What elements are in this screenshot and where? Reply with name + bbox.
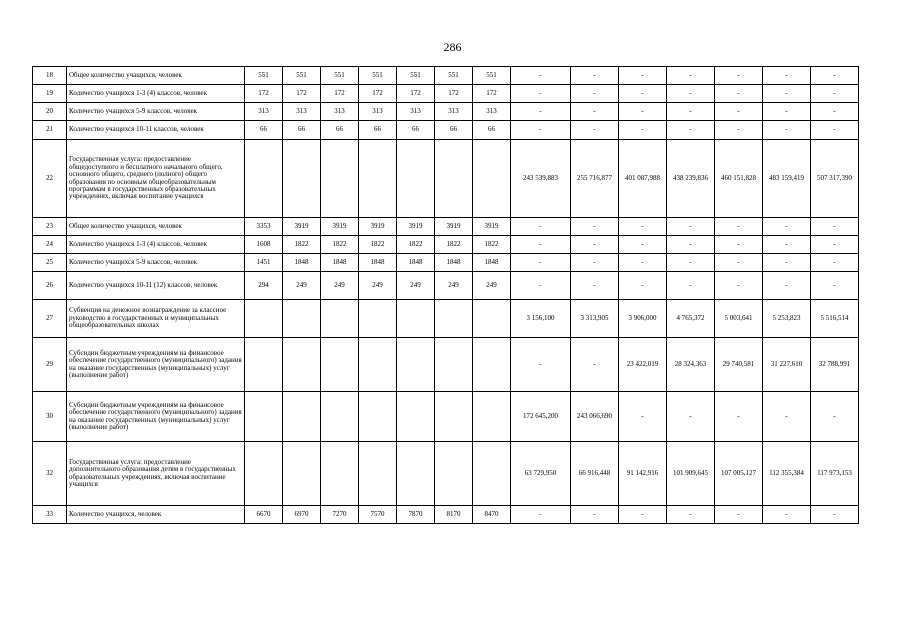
row-number: 26	[33, 272, 67, 300]
indicator-value: 249	[397, 272, 435, 300]
indicator-value: 1822	[435, 236, 473, 254]
funding-value: -	[571, 67, 619, 85]
indicator-value: 3919	[397, 218, 435, 236]
table-row	[33, 338, 859, 392]
indicator-value: 66	[283, 121, 321, 140]
indicator-value: 551	[321, 67, 359, 85]
table-row	[33, 140, 859, 218]
indicator-value: 172	[397, 85, 435, 103]
indicator-value	[397, 300, 435, 338]
indicator-value: 3353	[245, 218, 283, 236]
table-row	[33, 506, 859, 524]
indicator-value	[397, 442, 435, 506]
table-row	[33, 103, 859, 121]
funding-value: -	[763, 254, 811, 272]
indicator-value: 172	[359, 85, 397, 103]
indicator-value: 1848	[321, 254, 359, 272]
funding-value: -	[763, 67, 811, 85]
row-number: 27	[33, 300, 67, 338]
funding-value: -	[667, 218, 715, 236]
indicator-value	[321, 338, 359, 392]
indicator-value: 1848	[283, 254, 321, 272]
indicator-value: 1822	[473, 236, 511, 254]
funding-value: 112 355,384	[763, 442, 811, 506]
indicator-value	[283, 300, 321, 338]
funding-value: -	[667, 236, 715, 254]
funding-value: -	[811, 218, 859, 236]
funding-value: -	[715, 272, 763, 300]
indicator-value: 172	[283, 85, 321, 103]
row-description: Количество учащихся 10-11 (12) классов, человек	[67, 272, 245, 300]
indicator-value: 313	[435, 103, 473, 121]
table-row	[33, 85, 859, 103]
funding-value: -	[667, 272, 715, 300]
indicator-value: 249	[473, 272, 511, 300]
funding-value: -	[715, 67, 763, 85]
funding-value: -	[763, 392, 811, 442]
funding-value: 32 788,991	[811, 338, 859, 392]
funding-value: -	[715, 254, 763, 272]
funding-value: -	[619, 218, 667, 236]
funding-value: -	[619, 85, 667, 103]
funding-value: 3 906,000	[619, 300, 667, 338]
indicator-value: 1822	[321, 236, 359, 254]
indicator-value	[321, 140, 359, 218]
funding-value: 31 227,610	[763, 338, 811, 392]
funding-value: -	[667, 392, 715, 442]
indicator-value: 313	[283, 103, 321, 121]
row-description: Субсидии бюджетным учреждениям на финансовое обеспечение государственного (муниципального) задания на оказание государственных (муниципальных) услуг (выполнение работ)	[67, 338, 245, 392]
indicator-value: 551	[435, 67, 473, 85]
funding-value: -	[667, 85, 715, 103]
funding-value: -	[763, 121, 811, 140]
indicator-value	[397, 338, 435, 392]
indicator-value: 249	[359, 272, 397, 300]
indicator-value: 6670	[245, 506, 283, 524]
indicator-value	[245, 442, 283, 506]
indicator-value	[245, 140, 283, 218]
table-row	[33, 392, 859, 442]
indicator-value: 66	[397, 121, 435, 140]
funding-value: 483 159,419	[763, 140, 811, 218]
indicator-value	[283, 442, 321, 506]
funding-value: -	[763, 85, 811, 103]
row-description: Количество учащихся 1-3 (4) классов, человек	[67, 85, 245, 103]
indicator-value: 313	[397, 103, 435, 121]
indicator-value: 66	[473, 121, 511, 140]
funding-value: -	[811, 272, 859, 300]
indicator-value: 3919	[435, 218, 473, 236]
indicator-value	[435, 140, 473, 218]
indicator-value	[283, 140, 321, 218]
row-number: 23	[33, 218, 67, 236]
funding-value: -	[511, 254, 571, 272]
funding-value: -	[511, 338, 571, 392]
funding-value: -	[667, 506, 715, 524]
indicator-value: 249	[435, 272, 473, 300]
funding-value: -	[571, 103, 619, 121]
funding-value: -	[619, 392, 667, 442]
indicator-value	[473, 442, 511, 506]
funding-value: 5 253,823	[763, 300, 811, 338]
indicator-value	[321, 300, 359, 338]
funding-value: -	[619, 272, 667, 300]
table-row	[33, 67, 859, 85]
funding-value: -	[715, 236, 763, 254]
funding-value: -	[619, 506, 667, 524]
funding-value: -	[511, 85, 571, 103]
funding-value: -	[763, 236, 811, 254]
funding-value: 243 539,883	[511, 140, 571, 218]
funding-value: 28 324,363	[667, 338, 715, 392]
indicator-value: 172	[473, 85, 511, 103]
table-body	[33, 67, 859, 524]
funding-value: 63 729,950	[511, 442, 571, 506]
funding-value: -	[571, 506, 619, 524]
indicator-value	[359, 392, 397, 442]
funding-value: 507 317,390	[811, 140, 859, 218]
funding-value: -	[511, 67, 571, 85]
row-description: Общее количество учащихся, человек	[67, 218, 245, 236]
indicator-value	[473, 392, 511, 442]
funding-value: -	[511, 272, 571, 300]
funding-value: -	[763, 506, 811, 524]
row-number: 24	[33, 236, 67, 254]
funding-value: 3 313,905	[571, 300, 619, 338]
row-description: Количество учащихся 10-11 классов, человек	[67, 121, 245, 140]
indicator-value	[435, 338, 473, 392]
row-description: Государственная услуга: предоставление дополнительного образования детям в государственных образовательных учреждениях, включая воспитание учащихся	[67, 442, 245, 506]
indicator-value	[397, 392, 435, 442]
indicator-value: 1451	[245, 254, 283, 272]
indicator-value: 551	[397, 67, 435, 85]
indicator-value	[435, 392, 473, 442]
indicator-value: 1848	[473, 254, 511, 272]
indicator-value	[359, 442, 397, 506]
funding-value: -	[715, 103, 763, 121]
indicator-value: 3919	[321, 218, 359, 236]
funding-value: -	[511, 218, 571, 236]
funding-value: 243 066,690	[571, 392, 619, 442]
funding-value: -	[763, 272, 811, 300]
indicator-value: 249	[283, 272, 321, 300]
indicator-value: 1822	[359, 236, 397, 254]
row-number: 21	[33, 121, 67, 140]
indicator-value: 1848	[435, 254, 473, 272]
indicator-value: 3919	[359, 218, 397, 236]
budget-table	[32, 66, 859, 524]
row-description: Количество учащихся 5-9 классов, человек	[67, 103, 245, 121]
funding-value: 172 645,200	[511, 392, 571, 442]
indicator-value: 172	[321, 85, 359, 103]
indicator-value	[359, 300, 397, 338]
indicator-value	[245, 392, 283, 442]
funding-value: -	[715, 392, 763, 442]
row-number: 18	[33, 67, 67, 85]
indicator-value	[359, 338, 397, 392]
table-row	[33, 272, 859, 300]
indicator-value	[397, 140, 435, 218]
funding-value: -	[811, 103, 859, 121]
row-description: Субвенция на денежное вознаграждение за классное руководство в государственных и муниципальных общеобразовательных школах	[67, 300, 245, 338]
indicator-value: 313	[359, 103, 397, 121]
funding-value: -	[667, 103, 715, 121]
indicator-value	[435, 442, 473, 506]
indicator-value: 8470	[473, 506, 511, 524]
table-row	[33, 236, 859, 254]
row-description: Государственная услуга: предоставление общедоступного и бесплатного начального общего, основного общего, среднего (полного) общего образования по основным общеобразовательным программам в государственных образовательных учреждениях, включая воспитание учащихся	[67, 140, 245, 218]
table-row	[33, 300, 859, 338]
funding-value: -	[571, 121, 619, 140]
indicator-value: 313	[321, 103, 359, 121]
indicator-value	[473, 338, 511, 392]
row-number: 20	[33, 103, 67, 121]
indicator-value: 1848	[397, 254, 435, 272]
row-description: Количество учащихся 1-3 (4) классов, человек	[67, 236, 245, 254]
indicator-value: 66	[359, 121, 397, 140]
funding-value: 4 765,372	[667, 300, 715, 338]
indicator-value: 172	[435, 85, 473, 103]
indicator-value: 6970	[283, 506, 321, 524]
indicator-value: 1822	[283, 236, 321, 254]
funding-value: -	[763, 218, 811, 236]
indicator-value	[435, 300, 473, 338]
funding-value: -	[619, 67, 667, 85]
row-number: 22	[33, 140, 67, 218]
indicator-value: 313	[473, 103, 511, 121]
funding-value: -	[811, 85, 859, 103]
row-description: Субсидии бюджетным учреждениям на финансовое обеспечение государственного (муниципального) задания на оказание государственных (муниципальных) услуг (выполнение работ)	[67, 392, 245, 442]
funding-value: -	[619, 254, 667, 272]
funding-value: -	[811, 392, 859, 442]
funding-value: -	[511, 236, 571, 254]
funding-value: -	[571, 338, 619, 392]
funding-value: -	[811, 254, 859, 272]
funding-value: 91 142,916	[619, 442, 667, 506]
funding-value: -	[811, 67, 859, 85]
funding-value: -	[811, 121, 859, 140]
funding-value: -	[571, 272, 619, 300]
funding-value: -	[619, 103, 667, 121]
indicator-value: 1848	[359, 254, 397, 272]
table-row	[33, 254, 859, 272]
indicator-value: 7570	[359, 506, 397, 524]
row-number: 33	[33, 506, 67, 524]
indicator-value: 551	[245, 67, 283, 85]
funding-value: -	[715, 121, 763, 140]
indicator-value	[359, 140, 397, 218]
indicator-value	[473, 300, 511, 338]
indicator-value: 313	[245, 103, 283, 121]
indicator-value: 172	[245, 85, 283, 103]
row-description: Общее количество учащихся, человек	[67, 67, 245, 85]
indicator-value: 7270	[321, 506, 359, 524]
indicator-value: 1608	[245, 236, 283, 254]
indicator-value	[283, 338, 321, 392]
indicator-value: 551	[359, 67, 397, 85]
indicator-value: 66	[245, 121, 283, 140]
funding-value: -	[619, 121, 667, 140]
indicator-value: 294	[245, 272, 283, 300]
indicator-value	[321, 392, 359, 442]
table-row	[33, 218, 859, 236]
table-row	[33, 442, 859, 506]
funding-value: -	[811, 506, 859, 524]
funding-value: -	[667, 254, 715, 272]
indicator-value	[245, 300, 283, 338]
funding-value: 23 422,019	[619, 338, 667, 392]
indicator-value: 249	[321, 272, 359, 300]
funding-value: 101 909,645	[667, 442, 715, 506]
indicator-value: 3919	[473, 218, 511, 236]
funding-value: 3 156,100	[511, 300, 571, 338]
funding-value: 401 087,988	[619, 140, 667, 218]
row-number: 32	[33, 442, 67, 506]
funding-value: 460 151,828	[715, 140, 763, 218]
funding-value: -	[511, 121, 571, 140]
table-row	[33, 121, 859, 140]
funding-value: -	[715, 506, 763, 524]
indicator-value	[245, 338, 283, 392]
funding-value: -	[715, 218, 763, 236]
indicator-value	[283, 392, 321, 442]
funding-value: -	[667, 121, 715, 140]
funding-value: 5 003,641	[715, 300, 763, 338]
funding-value: -	[511, 506, 571, 524]
funding-value: 438 239,836	[667, 140, 715, 218]
funding-value: 5 516,514	[811, 300, 859, 338]
funding-value: 29 740,581	[715, 338, 763, 392]
funding-value: -	[571, 218, 619, 236]
indicator-value	[473, 140, 511, 218]
row-number: 19	[33, 85, 67, 103]
indicator-value: 8170	[435, 506, 473, 524]
funding-value: -	[811, 236, 859, 254]
indicator-value: 66	[435, 121, 473, 140]
funding-value: -	[571, 85, 619, 103]
row-number: 30	[33, 392, 67, 442]
funding-value: -	[571, 236, 619, 254]
row-number: 29	[33, 338, 67, 392]
indicator-value: 551	[473, 67, 511, 85]
funding-value: -	[667, 67, 715, 85]
row-description: Количество учащихся, человек	[67, 506, 245, 524]
indicator-value: 1822	[397, 236, 435, 254]
indicator-value: 551	[283, 67, 321, 85]
row-description: Количество учащихся 5-9 классов, человек	[67, 254, 245, 272]
row-number: 25	[33, 254, 67, 272]
indicator-value: 7870	[397, 506, 435, 524]
indicator-value: 66	[321, 121, 359, 140]
funding-value: -	[571, 254, 619, 272]
funding-value: 117 973,153	[811, 442, 859, 506]
indicator-value: 3919	[283, 218, 321, 236]
funding-value: -	[763, 103, 811, 121]
funding-value: 66 916,448	[571, 442, 619, 506]
indicator-value	[321, 442, 359, 506]
funding-value: -	[619, 236, 667, 254]
page-number: 286	[443, 40, 462, 54]
funding-value: 107 005,127	[715, 442, 763, 506]
funding-value: -	[715, 85, 763, 103]
funding-value: -	[511, 103, 571, 121]
funding-value: 255 716,877	[571, 140, 619, 218]
